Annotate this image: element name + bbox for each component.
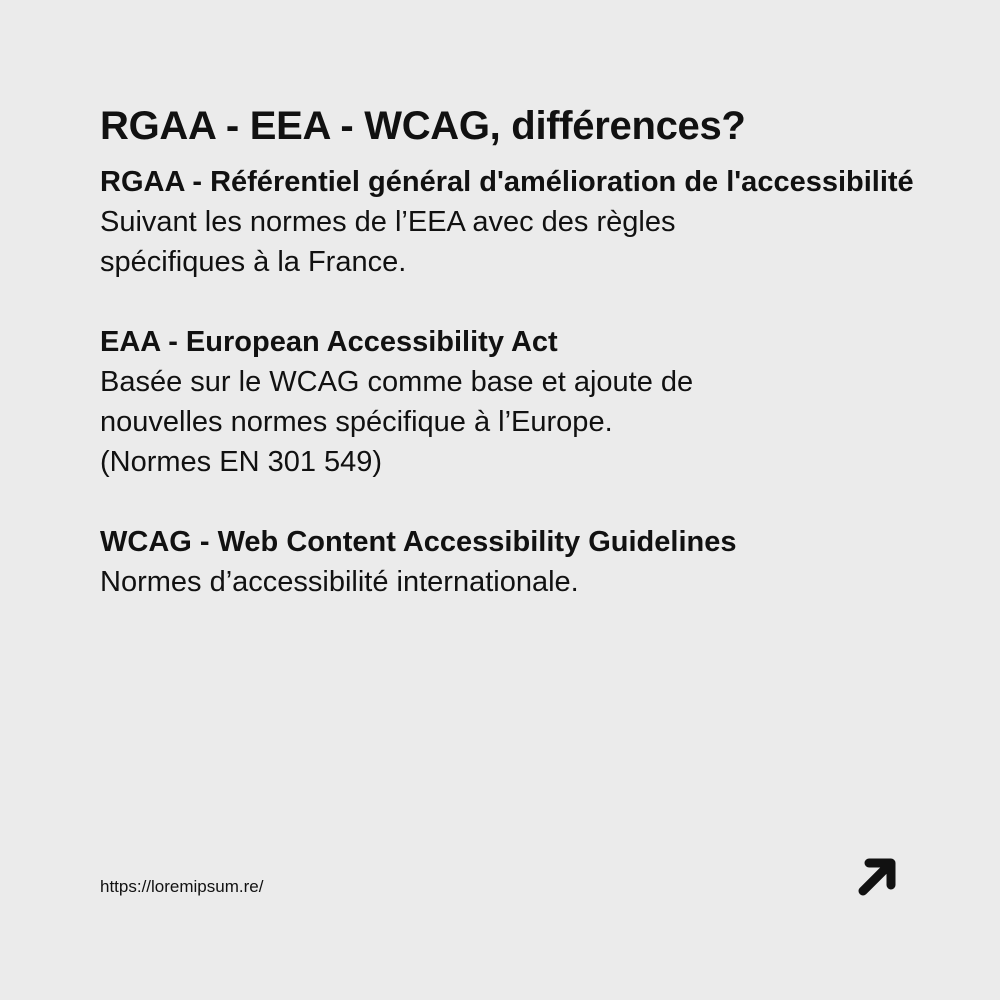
section-body-rgaa <box>100 202 920 282</box>
body-line: Suivant les normes de l’EEA avec des règles <box>100 206 676 238</box>
section-body-wcag <box>100 562 920 602</box>
footer-url[interactable]: https://loremipsum.re/ <box>100 877 264 896</box>
section-body-eaa <box>100 362 920 482</box>
section-heading-eaa: EAA - European Accessibility Act <box>100 326 558 358</box>
section-rgaa <box>100 162 920 282</box>
section-heading-wcag: WCAG - Web Content Accessibility Guidelines <box>100 526 737 558</box>
section-heading-rgaa: RGAA - Référentiel général d'amélioration de l'accessibilité <box>100 166 914 198</box>
body-line: spécifiques à la France. <box>100 246 407 278</box>
arrow-up-right-icon[interactable] <box>853 853 901 901</box>
main-content <box>100 100 920 602</box>
page-title: RGAA - EEA - WCAG, différences? <box>100 104 746 148</box>
section-wcag <box>100 522 920 602</box>
body-line: Basée sur le WCAG comme base et ajoute de <box>100 366 694 398</box>
body-line: (Normes EN 301 549) <box>100 446 383 478</box>
body-line: Normes d’accessibilité internationale. <box>100 566 579 598</box>
body-line: nouvelles normes spécifique à l’Europe. <box>100 406 613 438</box>
section-eaa <box>100 322 920 482</box>
